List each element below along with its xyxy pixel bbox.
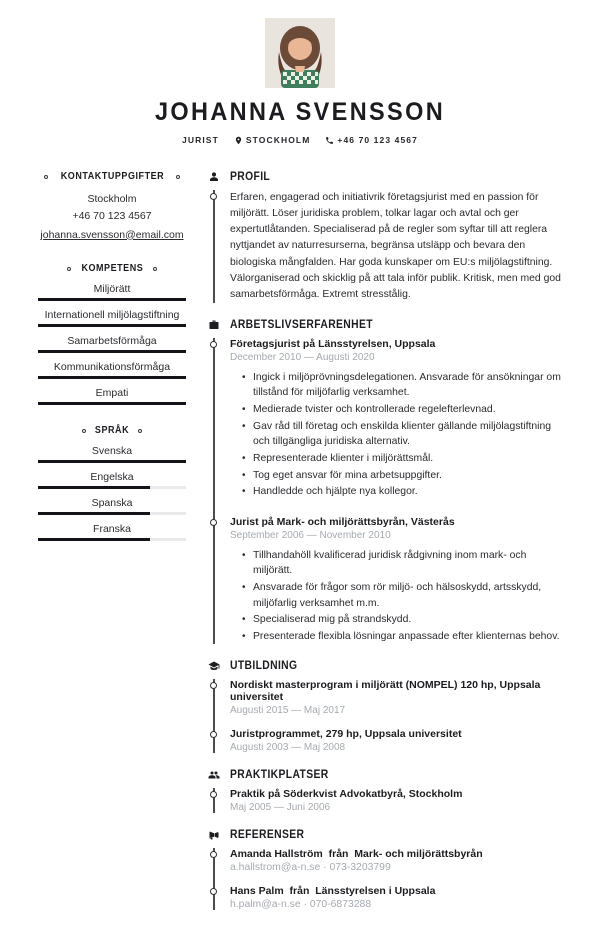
skill-bar [38,298,186,301]
header [0,18,600,145]
internship-period: Maj 2005 — Juni 2006 [230,802,331,814]
ornament-dot [138,429,142,433]
internships-section-title: PRAKTIKPLATSER [230,769,329,782]
contact-email-link[interactable]: johanna.svensson@email.com [40,228,184,241]
skills-section-header [38,263,186,274]
profile-photo [265,18,335,88]
language-bar [38,538,186,541]
education-entry [230,679,565,728]
skill-bar [38,376,186,379]
job-role: Företagsjurist på Länsstyrelsen, Uppsala [230,337,436,350]
contact-section [38,171,186,243]
job-title: JURIST [182,135,219,145]
profile-text: Erfaren, engagerad och initiativrik företagsjurist med en passion för miljörätt. Löser juridiska problem, tolkar lagar och avtal och ger expertutlåtanden. Specialiserad på de regler som syftar till att reglera nyttjandet av naturresurserna, begränsa utsläpp och bevara den biologiska mångfalden. Har goda kunskaper om EU:s miljölagstiftning. Välorganiserad och skicklig på att tala inför publik. Kritisk, men med god samarbetsförmåga. Extremt stresstålig. [230,192,561,300]
skill-bar [38,324,186,327]
contact-city: Stockholm [87,193,137,205]
profile-entry [230,190,565,303]
internship-entry [230,788,565,813]
language-item: Franska [38,523,186,541]
job-bullet: • Specialiserad mig på strandskydd. [242,612,565,628]
content-columns [0,171,600,926]
ornament-dot [67,267,71,271]
job-bullet: • Ansvarade för frågor som rör miljö- och hälsoskydd, artsskydd, miljöfarlig verksamhet m.m. [242,580,565,611]
references-section-title: REFERENSER [230,829,305,842]
contact-title: KONTAKTUPPGIFTER [60,171,164,182]
languages-title: SPRÅK [94,425,130,437]
references-timeline [213,848,565,910]
languages-section-header [38,425,186,436]
location-item: STOCKHOLM [234,135,311,145]
ornament-dot [44,175,48,179]
profile-timeline [213,190,565,303]
job-bullet: • Ingick i miljöprövningsdelegationen. Ansvarade för ansökningar om tillstånd för miljöfarlig verksamhet. [242,370,565,401]
skill-bar [38,402,186,405]
languages-section [38,425,186,541]
phone-item: +46 70 123 4567 [325,135,418,145]
job-bullet: • Tillhandahöll kvalificerad juridisk rådgivning inom mark- och miljörätt. [242,548,565,579]
education-section-title: UTBILDNING [230,660,298,673]
job-bullets [242,370,565,500]
profile-section-title: PROFIL [230,171,271,183]
job-bullet: • Gav råd till företag och enskilda klienter gällande miljölagstiftning och tillgängliga juridiska alternativ. [242,419,565,450]
internships-section [208,769,565,813]
skills-section [38,263,186,405]
job-bullet: • Medierade tvister och kontrollerade regelefterlevnad. [242,402,565,418]
reference-contact: a.hallstrom@a-n.se · 073-3203799 [230,862,391,874]
education-period: Augusti 2003 — Maj 2008 [230,742,346,754]
group-icon [208,769,220,781]
avatar [265,18,335,88]
language-item: Spanska [38,497,186,515]
job-bullet: • Tog eget ansvar för mina arbetsuppgifter. [242,468,565,484]
language-item: Svenska [38,445,186,463]
job-role: Jurist på Mark- och miljörättsbyrån, Västerås [230,515,455,528]
reference-name: Hans Palm från Länsstyrelsen i Uppsala [230,885,436,898]
skill-item: Samarbetsförmåga [38,335,186,353]
page-title-name: JOHANNA SVENSSON [154,98,446,126]
skill-item: Empati [38,387,186,405]
profile-section [208,171,565,303]
skill-bar [38,350,186,353]
job-bullet: • Presenterade flexibla lösningar anpassade efter klienternas behov. [242,629,565,645]
reference-entry [230,848,565,885]
megaphone-icon [208,829,220,841]
job-period: September 2006 — November 2010 [230,529,391,541]
education-degree: Nordiskt masterprogram i miljörätt (NOMPEL) 120 hp, Uppsala universitet [230,679,544,704]
job-entry [230,516,565,645]
person-icon [208,171,220,183]
skill-item: Internationell miljölagstiftning [38,309,186,327]
education-section [208,660,565,753]
language-item: Engelska [38,471,186,489]
references-section [208,829,565,910]
reference-entry [230,885,565,910]
language-bar [38,460,186,463]
internships-timeline [213,788,565,813]
education-period: Augusti 2015 — Maj 2017 [230,705,346,717]
education-timeline [213,679,565,753]
reference-name: Amanda Hallström från Mark- och miljörättsbyrån [230,848,483,861]
skill-item: Kommunikationsförmåga [38,361,186,379]
experience-section [208,319,565,645]
skills-title: KOMPETENS [81,263,143,275]
skill-item: Miljörätt [38,283,186,301]
contact-section-header [38,171,186,182]
internship-role: Praktik på Söderkvist Advokatbyrå, Stockholm [230,788,463,801]
job-entry [230,338,565,516]
sidebar [38,171,186,926]
education-degree: Juristprogrammet, 279 hp, Uppsala universitet [230,728,462,741]
language-bar [38,512,186,515]
map-pin-icon [234,136,243,145]
contact-phone: +46 70 123 4567 [72,209,152,222]
briefcase-icon [208,319,220,331]
ornament-dot [153,267,157,271]
education-entry [230,728,565,753]
phone-icon [325,136,334,145]
experience-timeline [213,338,565,645]
ornament-dot [176,175,180,179]
job-bullets [242,548,565,645]
main-column [208,171,565,926]
language-bar [38,486,186,489]
job-period: December 2010 — Augusti 2020 [230,351,375,363]
header-subtitle [0,135,600,145]
job-bullet: • Representerade klienter i miljörättsmål. [242,451,565,467]
job-bullet: • Handledde och hjälpte nya kollegor. [242,484,565,500]
graduation-cap-icon [208,660,220,672]
experience-section-title: ARBETSLIVSERFARENHET [230,318,373,331]
ornament-dot [82,429,86,433]
reference-contact: h.palm@a-n.se · 070-6873288 [230,899,372,911]
